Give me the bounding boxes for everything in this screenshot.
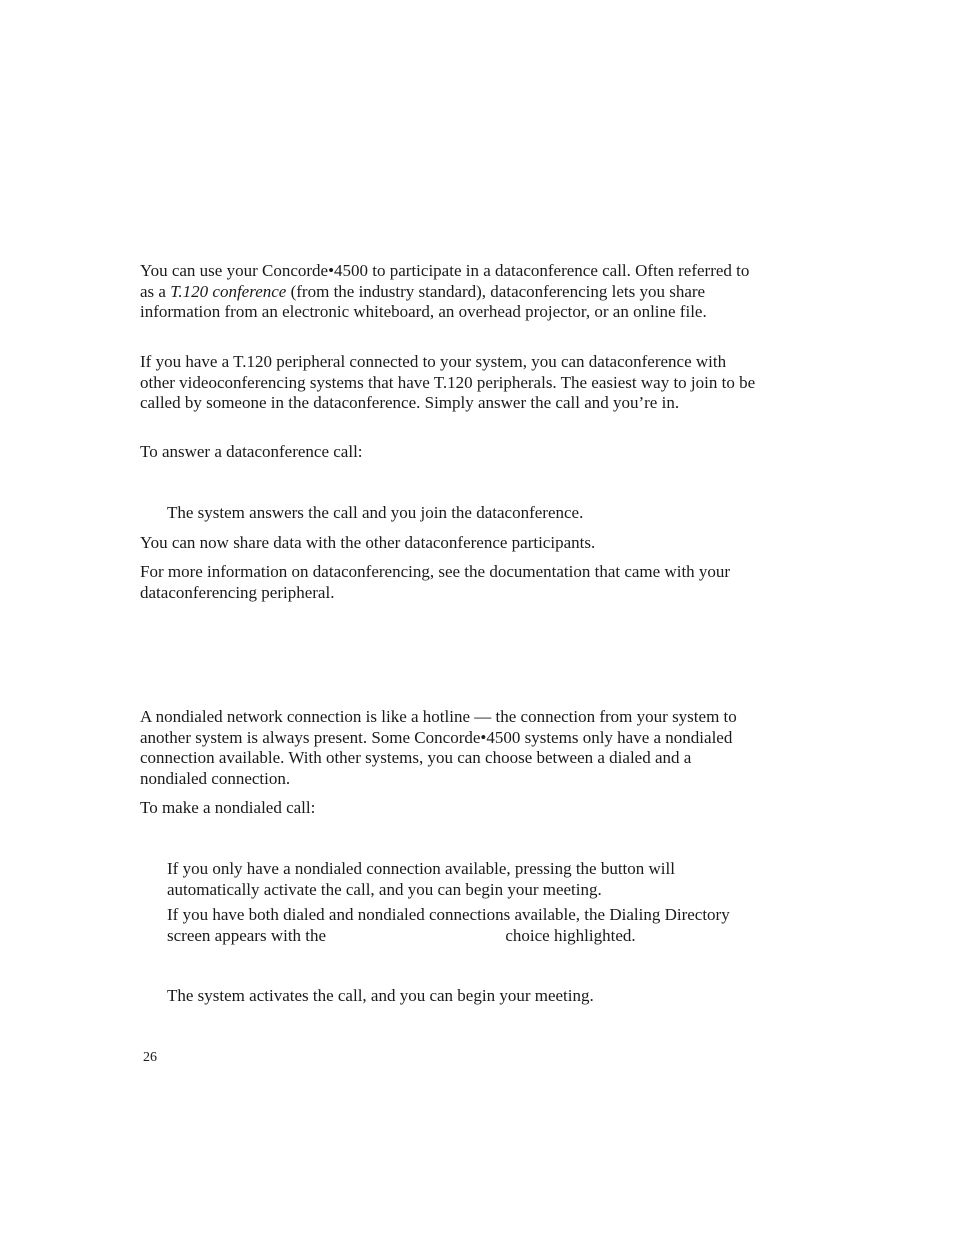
intro-text-end: (from the industry standard), dataconferencing lets you share information from an electronic whiteboard, an overhead projector, or an online file. bbox=[140, 281, 707, 321]
page-number: 26 bbox=[143, 1050, 157, 1065]
paragraph-nondialed-intro: A nondialed network connection is like a hotline — the connection from your system to another system is always present. Some Concorde•4500 systems only have a nondialed connection available. With other systems, you can choose between a dialed and a nondialed connection. bbox=[140, 707, 737, 788]
note-only-nondialed: If you only have a nondialed connection available, pressing the button will automatically activate the call, and you can begin your meeting. bbox=[167, 859, 675, 899]
intro-text-start: You can use your Concorde•4500 to participate in a dataconference call. Often referred to as a bbox=[140, 261, 750, 301]
note-both-text-end: choice highlighted. bbox=[505, 925, 636, 945]
paragraph-t120-peripheral: If you have a T.120 peripheral connected to your system, you can dataconference with other videoconferencing systems that have T.120 peripherals. The easiest way to join to be called by someone in the dataconference. Simply answer the call and you’re in. bbox=[140, 352, 756, 412]
instruction-answer-call: To answer a dataconference call: bbox=[140, 442, 363, 461]
instruction-nondialed-call: To make a nondialed call: bbox=[140, 798, 316, 817]
paragraph-more-info: For more information on dataconferencing, see the documentation that came with your dataconferencing peripheral. bbox=[140, 562, 731, 602]
step-result-answer: The system answers the call and you join the dataconference. bbox=[167, 503, 584, 522]
t120-term: T.120 conference bbox=[170, 281, 287, 301]
note-both-connections bbox=[167, 905, 747, 946]
note-both-text-start: If you have both dialed and nondialed connections available, the Dialing Directory screen appears with the bbox=[167, 905, 730, 945]
step-result-activate: The system activates the call, and you can begin your meeting. bbox=[167, 986, 594, 1005]
paragraph-dataconference-intro bbox=[140, 261, 760, 323]
paragraph-share-data: You can now share data with the other dataconference participants. bbox=[140, 533, 596, 552]
